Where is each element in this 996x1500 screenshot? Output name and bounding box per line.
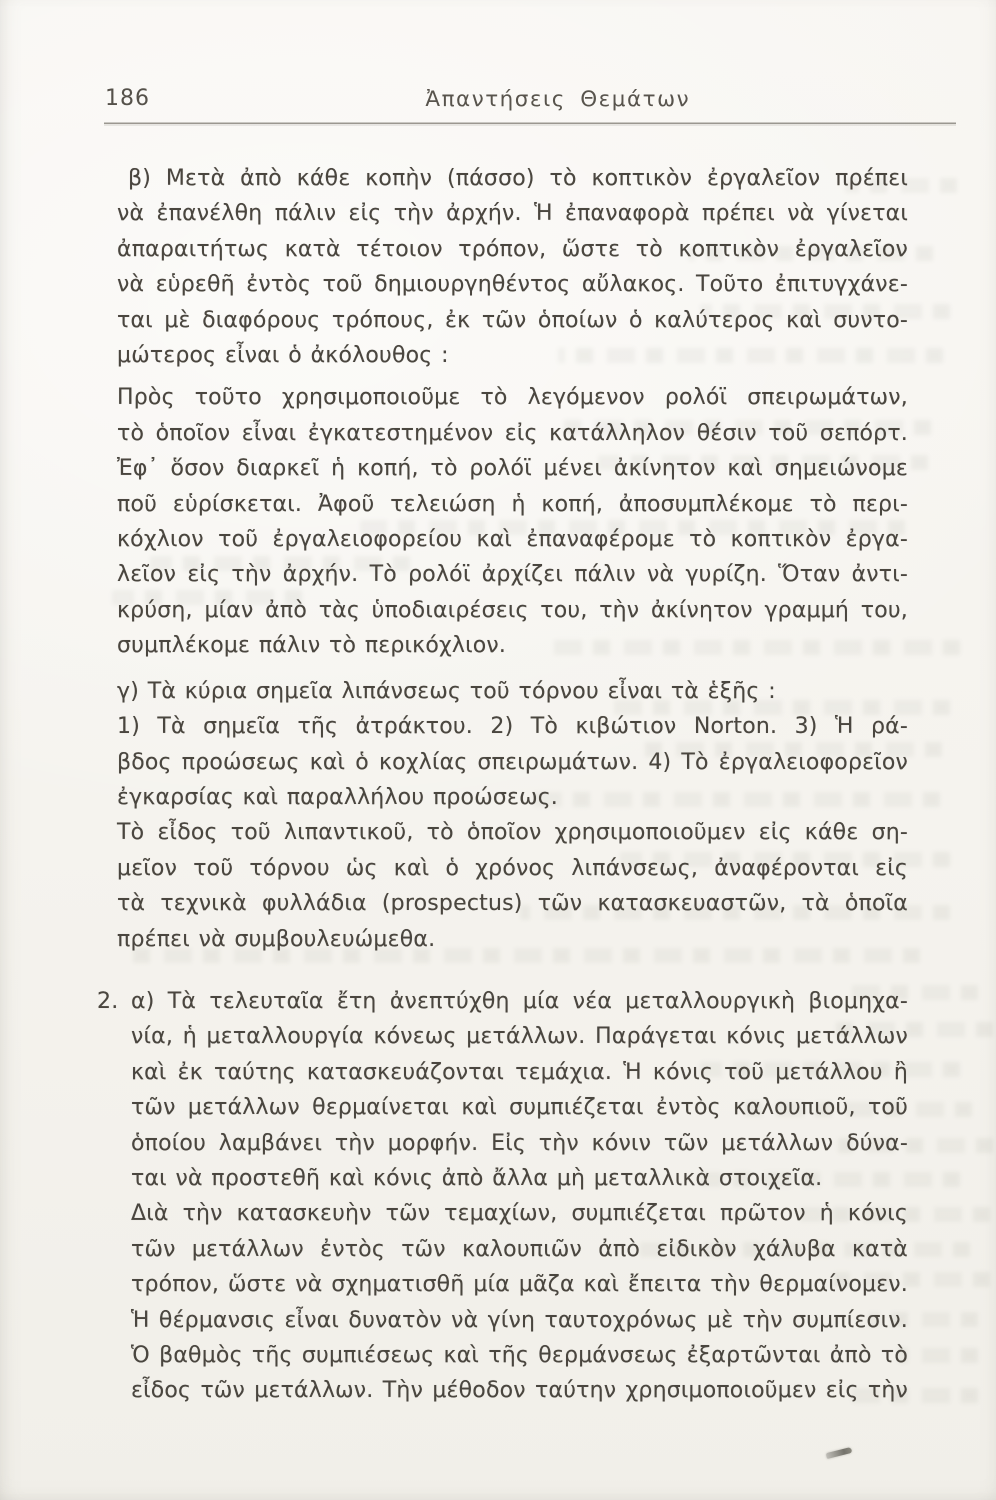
text-line: πρέπει νὰ συμβουλευώμεθα. [117,926,436,952]
text-line: Τὸ εἶδος τοῦ λιπαντικοῦ, τὸ ὁποῖον χρησιμοποιοῦμεν εἰς κάθε ση- [117,820,908,846]
text-line: ται νὰ προστεθῆ καὶ κόνις ἀπὸ ἄλλα μὴ μεταλλικὰ στοιχεῖα. [131,1165,823,1191]
text-line: Ἐφ᾽ ὅσον διαρκεῖ ἡ κοπή, τὸ ρολόϊ μένει ἀκίνητον καὶ σημειώνομε [117,456,908,482]
paragraph [117,674,908,709]
body-text [97,161,908,1409]
text-line: β) Μετὰ ἀπὸ κάθε κοπὴν (πάσσο) τὸ κοπτικὸν ἐργαλεῖον πρέπει [128,166,908,191]
text-line: τῶν μετάλλων ἐντὸς τῶν καλουπιῶν ἀπὸ εἰδικὸν χάλυβα κατὰ [131,1236,908,1262]
text-line: τὰ τεχνικὰ φυλλάδια (prospectus) τῶν κατασκευαστῶν, τὰ ὁποῖα [117,891,908,917]
header-rule [104,122,956,126]
text-line: ποῦ εὑρίσκεται. Ἀφοῦ τελειώση ἡ κοπή, ἀποσυμπλέκομε τὸ περι- [117,491,908,517]
text-line: βδος προώσεως καὶ ὁ κοχλίας σπειρωμάτων. 4) Τὸ ἐργαλειοφορεῖον [117,749,908,775]
page-number: 186 [105,86,150,111]
paragraph [97,984,908,1409]
text-line: Ἡ θέρμανσις εἶναι δυνατὸν νὰ γίνη ταυτοχρόνως μὲ τὴν συμπίεσιν. [131,1307,908,1333]
page-header [0,86,996,118]
text-line: λεῖον εἰς τὴν ἀρχήν. Τὸ ρολόϊ ἀρχίζει πάλιν νὰ γυρίζη. Ὅταν ἀντι- [117,562,908,588]
text-line: ται μὲ διαφόρους τρόπους, ἐκ τῶν ὁποίων ὁ καλύτερος καὶ συντο- [117,307,908,333]
text-line: κρύση, μίαν ἀπὸ τὰς ὑποδιαιρέσεις του, τὴν ἀκίνητον γραμμή του, [117,597,908,623]
text-line: ὁποίου λαμβάνει τὴν μορφήν. Εἰς τὴν κόνιν τῶν μετάλλων δύνα- [131,1130,908,1156]
bleedthrough-mark [898,1348,978,1363]
text-line: συμπλέκομε πάλιν τὸ περικόχλιον. [117,633,507,659]
text-line: μεῖον τοῦ τόρνου ὡς καὶ ὁ χρόνος λιπάνσεως, ἀναφέρονται εἰς [117,855,908,881]
paragraph [117,709,908,815]
text-line: νὰ εὑρεθῆ ἐντὸς τοῦ δημιουργηθέντος αὔλακος. Τοῦτο ἐπιτυγχάνε- [117,272,908,298]
text-line: 2. α) Τὰ τελευταῖα ἔτη ἀνεπτύχθη μία νέα μεταλλουργικὴ βιομηχα- [131,984,908,1019]
text-line: εἶδος τῶν μετάλλων. Τὴν μέθοδον ταύτην χρησιμοποιοῦμεν εἰς τὴν [131,1378,908,1404]
text-line: νία, ἡ μεταλλουργία κόνεως μετάλλων. Παράγεται κόνις μετάλλων [131,1024,908,1050]
paragraph [117,161,908,373]
paragraph [117,815,908,957]
text-line: κόχλιον τοῦ ἐργαλειοφορείου καὶ ἐπαναφέρομε τὸ κοπτικὸν ἐργα- [117,527,908,553]
item-number: 2. [97,988,119,1014]
text-line: ἐγκαρσίας καὶ παραλλήλου προώσεως. [117,784,558,810]
text-line: τῶν μετάλλων θερμαίνεται καὶ συμπιέζεται ἐντὸς καλουπιοῦ, τοῦ [131,1095,908,1121]
header-title: Ἀπαντήσεις Θεμάτων [425,87,691,112]
text-line: Διὰ τὴν κατασκευὴν τῶν τεμαχίων, συμπιέζεται πρῶτον ἡ κόνις [131,1201,908,1227]
text-line: Πρὸς τοῦτο χρησιμοποιοῦμε τὸ λεγόμενον ρολόϊ σπειρωμάτων, [117,385,908,411]
text-line: 1) Τὰ σημεῖα τῆς ἀτράκτου. 2) Τὸ κιβώτιον Norton. 3) Ἡ ρά- [117,714,908,740]
text-line: καὶ ἐκ ταύτης κατασκευάζονται τεμάχια. Ἡ κόνις τοῦ μετάλλου ἢ [131,1059,908,1085]
text-line: μώτερος εἶναι ὁ ἀκόλουθος : [117,343,449,369]
text-line: Ὁ βαθμὸς τῆς συμπιέσεως καὶ τῆς θερμάνσεως ἐξαρτῶνται ἀπὸ τὸ [131,1343,908,1368]
paragraph [117,380,908,663]
pen-mark [826,1447,853,1459]
text-line: νὰ ἐπανέλθη πάλιν εἰς τὴν ἀρχήν. Ἡ ἐπαναφορὰ πρέπει νὰ γίνεται [117,201,908,227]
text-line: γ) Τὰ κύρια σημεῖα λιπάνσεως τοῦ τόρνου εἶναι τὰ ἑξῆς : [117,678,776,704]
text-line: τρόπον, ὥστε νὰ σχηματισθῆ μία μᾶζα καὶ ἔπειτα τὴν θερμαίνομεν. [131,1272,908,1298]
text-line: ἀπαραιτήτως κατὰ τέτοιον τρόπον, ὥστε τὸ κοπτικὸν ἐργαλεῖον [117,236,908,262]
text-line: τὸ ὁποῖον εἶναι ἐγκατεστημένον εἰς κατάλληλον θέσιν τοῦ σεπόρτ. [117,420,908,446]
